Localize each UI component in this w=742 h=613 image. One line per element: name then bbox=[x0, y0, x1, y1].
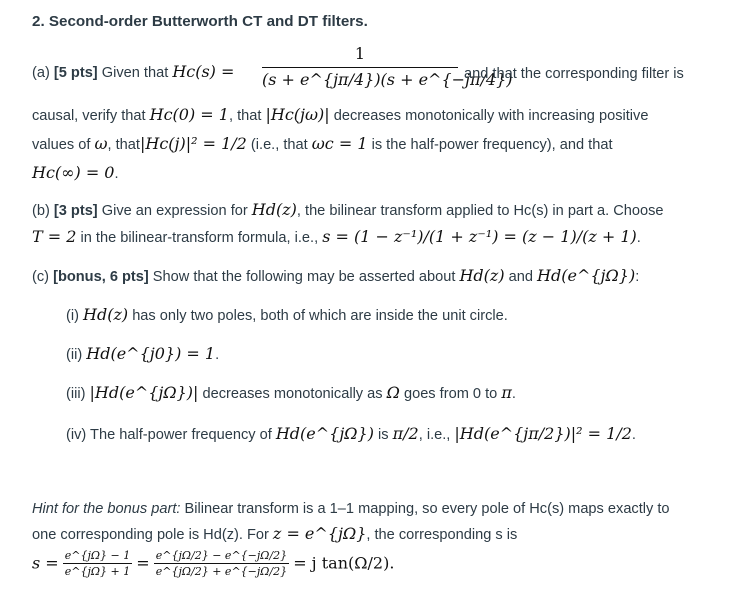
item-iv-text-1: is bbox=[373, 427, 393, 443]
hint-line-1 bbox=[32, 499, 670, 519]
part-b-text-1: Give an expression for bbox=[97, 203, 252, 219]
pi-symbol: π bbox=[501, 383, 512, 402]
hint-line-2-text-a: one corresponding pole is Hd(z). For bbox=[32, 527, 273, 543]
hc-of-s: Hc(s) = bbox=[172, 62, 235, 81]
part-b-points: [3 pts] bbox=[53, 203, 98, 219]
part-b-line-2-text: in the bilinear-transform formula, i.e., bbox=[76, 230, 323, 246]
hc-fraction-numerator: 1 bbox=[354, 44, 366, 63]
hc-fraction bbox=[262, 44, 513, 90]
part-a-line-3 bbox=[32, 134, 613, 155]
z-equals-e-j-omega: z = e^{jΩ} bbox=[272, 524, 367, 543]
eq-fraction-1 bbox=[63, 548, 132, 579]
eq-equals: = bbox=[136, 553, 150, 573]
hc-magnitude: |Hc(jω)| bbox=[265, 105, 330, 124]
item-ii-math: Hd(e^{j0}) = 1 bbox=[86, 344, 216, 363]
eq-fraction-2-denominator: e^{jΩ/2} + e^{−jΩ/2} bbox=[155, 565, 288, 578]
item-iii-math: |Hd(e^{jΩ})| bbox=[89, 383, 199, 402]
eq-tan-result: = j tan(Ω/2). bbox=[293, 553, 395, 573]
hint-equation bbox=[32, 548, 394, 579]
hd-of-z: Hd(z) bbox=[459, 266, 505, 285]
part-a-points: [5 pts] bbox=[53, 65, 98, 81]
part-a-line-2-text-c: decreases monotonically with increasing positive bbox=[329, 108, 649, 124]
hc-fraction-denominator: (s + e^{jπ/4})(s + e^{−jπ/4}) bbox=[262, 67, 458, 90]
part-c-line-1 bbox=[32, 266, 639, 287]
part-c-text-1: Show that the following may be asserted about bbox=[148, 269, 460, 285]
part-a-line-2-text-a: causal, verify that bbox=[32, 108, 150, 124]
hc-at-zero: Hc(0) = 1 bbox=[149, 105, 229, 124]
part-a-after-fraction: and that the corresponding filter is bbox=[464, 66, 684, 82]
part-c-item-iii bbox=[66, 383, 516, 404]
part-a-line-1 bbox=[32, 62, 234, 83]
item-iv-math-3: |Hd(e^{jπ/2})|² = 1/2 bbox=[454, 424, 632, 443]
item-iii-text-2: goes from 0 to bbox=[399, 386, 502, 402]
cutoff-frequency: ωc = 1 bbox=[311, 134, 368, 153]
part-b-text-2: , the bilinear transform applied to Hc(s) in part a. Choose bbox=[296, 203, 664, 219]
item-i-text: has only two poles, both of which are inside the unit circle. bbox=[128, 308, 508, 324]
part-c-item-ii bbox=[66, 344, 219, 365]
hc-at-infinity: Hc(∞) = 0 bbox=[32, 163, 115, 182]
half-power-condition: |Hc(j)|² = 1/2 bbox=[139, 134, 247, 153]
hd-frequency-response: Hd(e^{jΩ}) bbox=[537, 266, 636, 285]
hint-line-2 bbox=[32, 524, 517, 545]
part-a-line-3-text-a: values of bbox=[32, 137, 95, 153]
eq-fraction-1-numerator: e^{jΩ} − 1 bbox=[64, 549, 131, 562]
bilinear-formula: s = (1 − z⁻¹)/(1 + z⁻¹) = (z − 1)/(z + 1) bbox=[322, 227, 637, 246]
part-a-line-4 bbox=[32, 163, 119, 184]
capital-omega-symbol: Ω bbox=[386, 383, 400, 402]
part-c-label: (c) bbox=[32, 269, 54, 285]
eq-s-label: s = bbox=[32, 553, 59, 573]
hint-label: Hint for the bonus part: bbox=[32, 501, 181, 517]
part-a-line-2-text-b: , that bbox=[228, 108, 266, 124]
item-i-lead: (i) bbox=[66, 308, 84, 324]
part-c-item-iv bbox=[66, 424, 636, 445]
part-a-line-3-text-b: , that bbox=[107, 137, 140, 153]
part-a-line-3-text-c: (i.e., that bbox=[246, 137, 312, 153]
item-iv-end: . bbox=[631, 427, 636, 443]
part-a-line-4-end: . bbox=[114, 166, 119, 182]
part-b-line-2-end: . bbox=[636, 230, 641, 246]
item-iii-end: . bbox=[511, 386, 516, 402]
item-iv-lead: (iv) The half-power frequency of bbox=[66, 427, 276, 443]
item-ii-end: . bbox=[215, 347, 220, 363]
part-c-text-3: : bbox=[635, 269, 640, 285]
hint-text-1: Bilinear transform is a 1–1 mapping, so every pole of Hc(s) maps exactly to bbox=[180, 501, 670, 517]
problem-title: 2. Second-order Butterworth CT and DT filters. bbox=[32, 13, 368, 30]
eq-fraction-2-numerator: e^{jΩ/2} − e^{−jΩ/2} bbox=[155, 549, 288, 562]
part-a-label: (a) bbox=[32, 65, 54, 81]
item-iii-text-1: decreases monotonically as bbox=[198, 386, 387, 402]
hint-line-2-text-b: , the corresponding s is bbox=[366, 527, 518, 543]
item-i-math: Hd(z) bbox=[83, 305, 129, 324]
eq-fraction-1-denominator: e^{jΩ} + 1 bbox=[64, 565, 131, 578]
part-c-item-i bbox=[66, 305, 508, 326]
part-b-label: (b) bbox=[32, 203, 54, 219]
part-a-line-2 bbox=[32, 105, 648, 126]
item-iv-text-2: , i.e., bbox=[418, 427, 455, 443]
omega-symbol: ω bbox=[94, 134, 108, 153]
part-b-line-1 bbox=[32, 200, 664, 221]
t-equals-two: T = 2 bbox=[32, 227, 77, 246]
item-iii-lead: (iii) bbox=[66, 386, 90, 402]
item-ii-lead: (ii) bbox=[66, 347, 87, 363]
item-iv-math-2: π/2 bbox=[392, 424, 419, 443]
part-c-text-2: and bbox=[504, 269, 538, 285]
item-iv-math-1: Hd(e^{jΩ}) bbox=[275, 424, 374, 443]
part-c-points: [bonus, 6 pts] bbox=[53, 269, 149, 285]
eq-fraction-2 bbox=[154, 548, 289, 579]
part-a-given-text: Given that bbox=[97, 65, 173, 81]
part-a-line-3-text-d: is the half-power frequency), and that bbox=[367, 137, 613, 153]
part-b-line-2 bbox=[32, 227, 641, 248]
hd-of-z: Hd(z) bbox=[251, 200, 297, 219]
